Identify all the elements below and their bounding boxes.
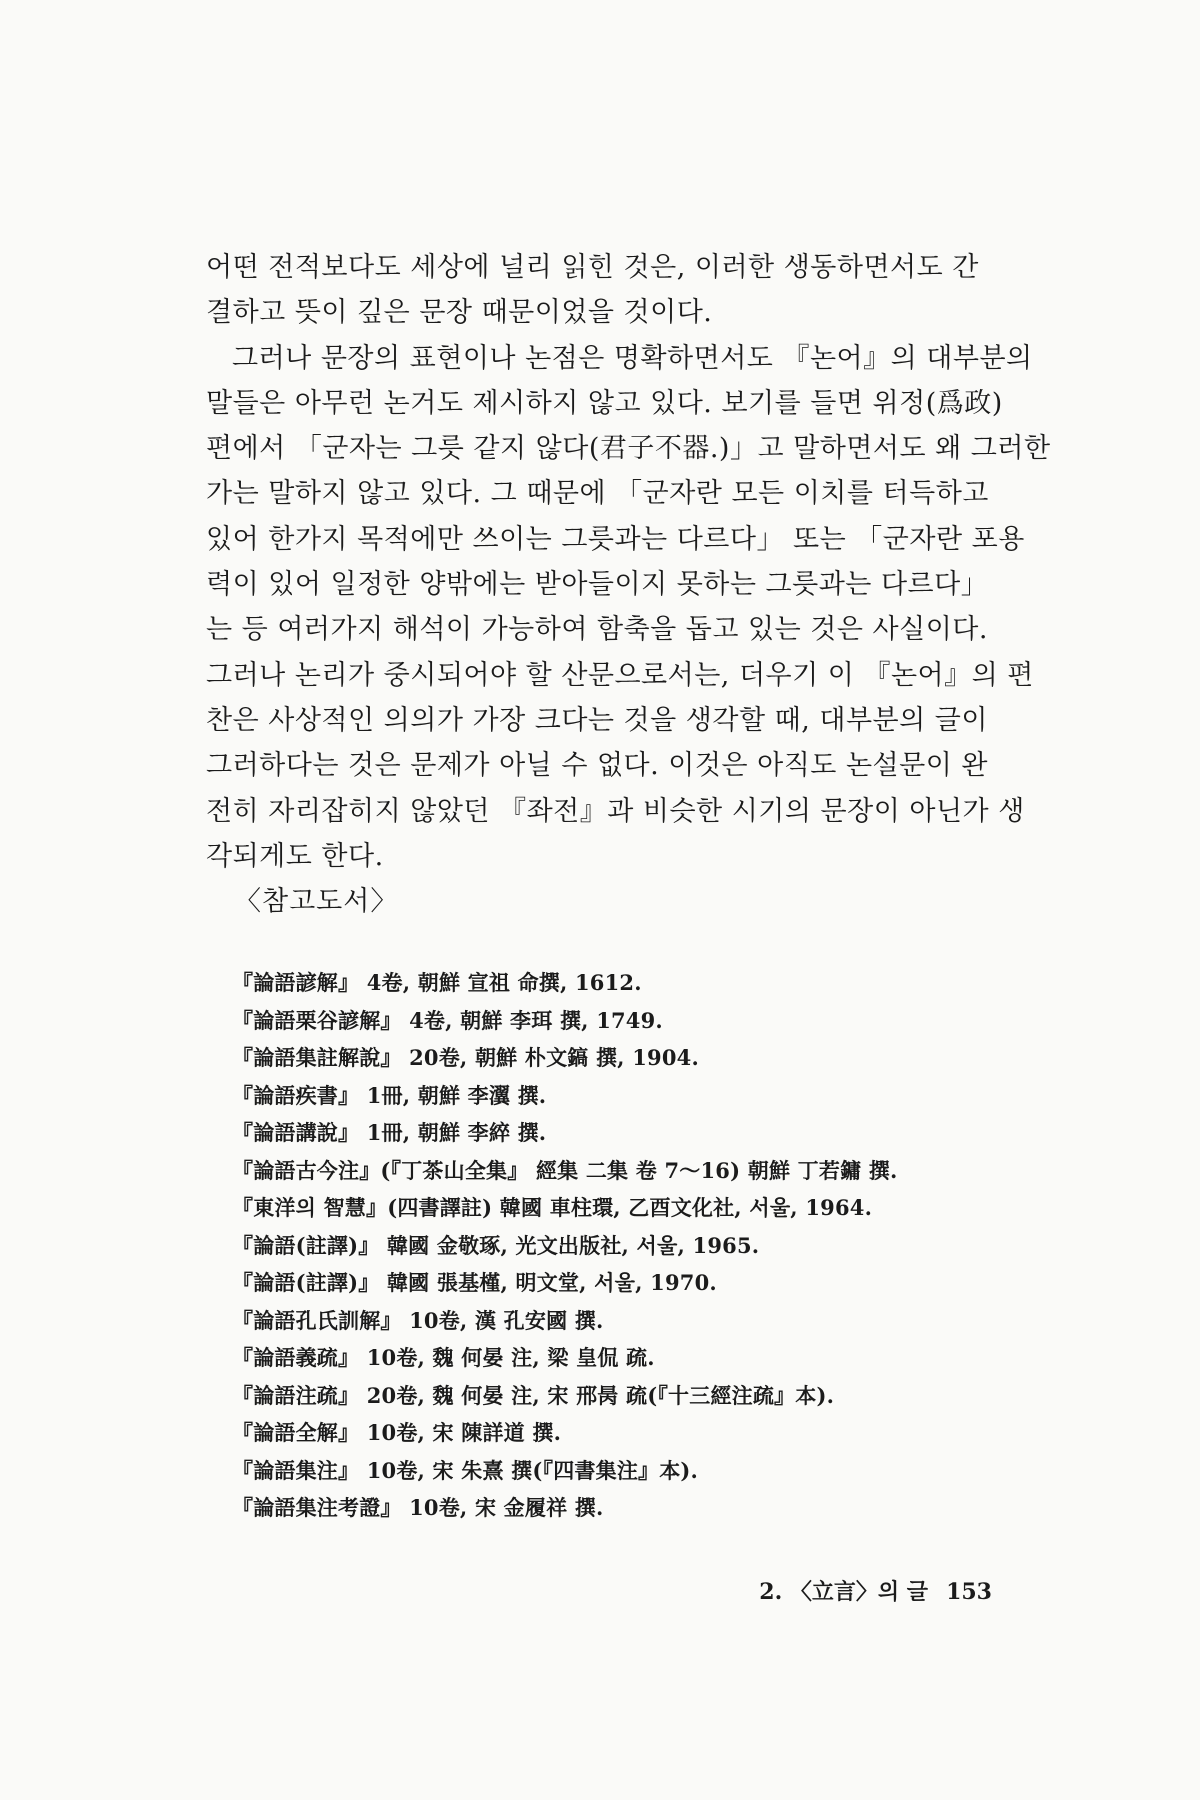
text-line: 가는 말하지 않고 있다. 그 때문에 「군자란 모든 이치를 터득하고: [206, 478, 989, 510]
reference-item: 『論語諺解』 4卷, 朝鮮 宣祖 命撰, 1612.: [232, 970, 642, 995]
text-line: 말들은 아무런 논거도 제시하지 않고 있다. 보기를 들면 위정(爲政): [206, 387, 1003, 419]
reference-item: 『論語栗谷諺解』 4卷, 朝鮮 李珥 撰, 1749.: [232, 1007, 663, 1033]
reference-item: 『論語孔氏訓解』 10卷, 漢 孔安國 撰.: [232, 1307, 604, 1333]
page-number: 153: [946, 1579, 992, 1605]
text-line: 결하고 뜻이 깊은 문장 때문이었을 것이다.: [206, 297, 713, 329]
reference-item: 『論語疾書』 1冊, 朝鮮 李瀷 撰.: [232, 1082, 547, 1108]
paragraph-start-line: 그러나 문장의 표현이나 논점은 명확하면서도 『논어』의 대부분의: [232, 342, 1033, 374]
text-line: 는 등 여러가지 해석이 가능하여 함축을 돕고 있는 것은 사실이다.: [206, 614, 988, 646]
text-line: 찬은 사상적인 의의가 가장 크다는 것을 생각할 때, 대부분의 글이: [206, 704, 988, 736]
reference-item: 『論語義疏』 10卷, 魏 何晏 注, 梁 皇侃 疏.: [232, 1345, 655, 1370]
text-line: 있어 한가지 목적에만 쓰이는 그릇과는 다르다」 또는 「군자란 포용: [206, 523, 1025, 555]
reference-item: 『論語集註解說』 20卷, 朝鮮 朴文鎬 撰, 1904.: [232, 1045, 699, 1070]
reference-item: 『論語(註譯)』 韓國 金敬琢, 光文出版社, 서울, 1965.: [232, 1232, 760, 1258]
text-line: 각되게도 한다.: [206, 840, 384, 872]
text-line: 력이 있어 일정한 양밖에는 받아들이지 못하는 그릇과는 다르다」: [206, 569, 989, 601]
references-list: [232, 964, 1012, 1527]
text-line: 어떤 전적보다도 세상에 널리 읽힌 것은, 이러한 생동하면서도 간: [206, 252, 979, 283]
reference-item: 『論語(註譯)』 韓國 張基槿, 明文堂, 서울, 1970.: [232, 1270, 717, 1295]
body-text: [206, 245, 1051, 879]
text-line: 그러하다는 것은 문제가 아닐 수 없다. 이것은 아직도 논설문이 완: [206, 750, 988, 782]
reference-item: 『論語集注』 10卷, 宋 朱熹 撰(『四書集注』本).: [232, 1457, 699, 1483]
reference-item: 『論語集注考證』 10卷, 宋 金履祥 撰.: [232, 1495, 604, 1520]
reference-item: 『論語注疏』 20卷, 魏 何晏 注, 宋 邢昺 疏(『十三經注疏』本).: [232, 1382, 835, 1408]
reference-item: 『論語古今注』(『丁茶山全集』 經集 二集 卷 7～16) 朝鮮 丁若鏞 撰.: [232, 1157, 898, 1183]
text-line: 편에서 「군자는 그릇 같지 않다(君子不器.)」고 말하면서도 왜 그러한: [206, 433, 1051, 465]
text-line: 그러나 논리가 중시되어야 할 산문으로서는, 더우기 이 『논어』의 편: [206, 659, 1034, 691]
reference-item: 『論語講說』 1冊, 朝鮮 李綷 撰.: [232, 1120, 547, 1145]
references-heading: 〈참고도서〉: [234, 886, 399, 917]
reference-item: 『東洋의 智慧』(四書譯註) 韓國 車柱環, 乙酉文化社, 서울, 1964.: [232, 1195, 873, 1220]
running-footer-section: 2. 〈立言〉의 글: [759, 1579, 929, 1605]
reference-item: 『論語全解』 10卷, 宋 陳詳道 撰.: [232, 1420, 562, 1445]
text-line: 전히 자리잡히지 않았던 『좌전』과 비슷한 시기의 문장이 아닌가 생: [206, 795, 1025, 827]
page-footer: [759, 1576, 992, 1608]
